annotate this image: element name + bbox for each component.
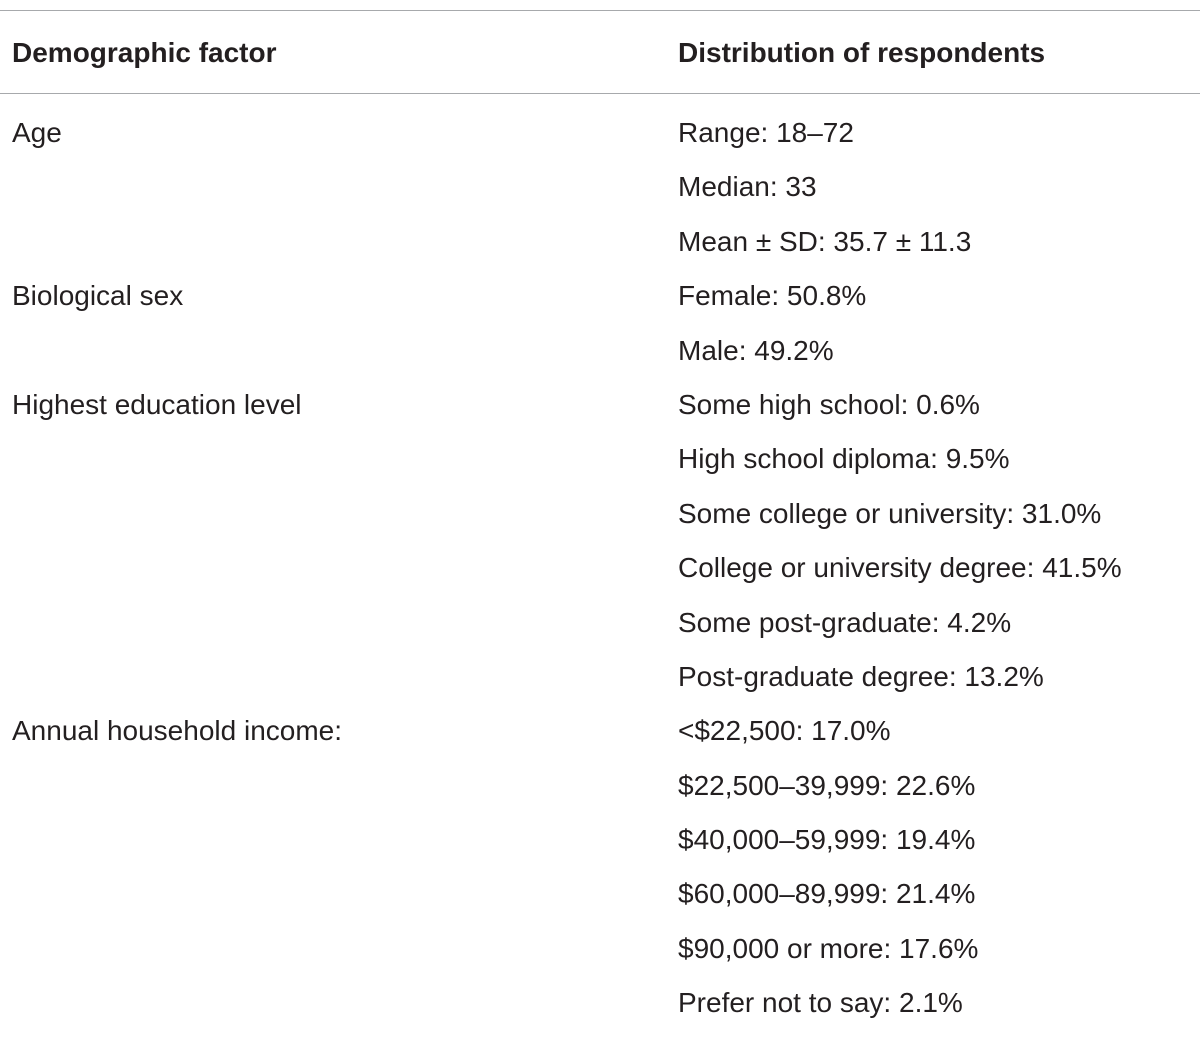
header-distribution-of-respondents: Distribution of respondents <box>678 37 1046 68</box>
table-row <box>0 656 1200 710</box>
table-row <box>0 819 1200 873</box>
header-demographic-factor: Demographic factor <box>12 37 277 68</box>
distribution-value: $22,500–39,999: 22.6% <box>678 769 976 801</box>
distribution-value: High school diploma: 9.5% <box>678 443 1010 475</box>
distribution-value: $90,000 or more: 17.6% <box>678 932 979 964</box>
table-row <box>0 330 1200 384</box>
table-row <box>0 275 1200 329</box>
table-row <box>0 982 1200 1036</box>
distribution-value: Some high school: 0.6% <box>678 388 980 420</box>
distribution-value: Range: 18–72 <box>678 117 854 148</box>
distribution-value: Mean ± SD: 35.7 ± 11.3 <box>678 225 972 257</box>
distribution-value: Female: 50.8% <box>678 280 867 312</box>
distribution-value: Male: 49.2% <box>678 334 834 366</box>
table-row <box>0 928 1200 982</box>
distribution-value: $60,000–89,999: 21.4% <box>678 878 976 910</box>
table-row <box>0 166 1200 220</box>
factor-biological-sex: Biological sex <box>12 280 184 312</box>
table-row <box>0 221 1200 275</box>
distribution-value: College or university degree: 41.5% <box>678 552 1122 584</box>
distribution-value: Post-graduate degree: 13.2% <box>678 660 1044 692</box>
table-header-row <box>0 33 1200 73</box>
table-row <box>0 765 1200 819</box>
table-row <box>0 710 1200 764</box>
table-header-rule <box>0 93 1200 94</box>
factor-household-income: Annual household income: <box>12 715 343 747</box>
table-row <box>0 384 1200 438</box>
distribution-value: Some post-graduate: 4.2% <box>678 606 1012 638</box>
table-row <box>0 602 1200 656</box>
factor-education-level: Highest education level <box>12 388 302 420</box>
table-top-rule <box>0 10 1200 11</box>
table-row <box>0 547 1200 601</box>
table-row <box>0 493 1200 547</box>
table-row <box>0 438 1200 492</box>
table-row <box>0 112 1200 166</box>
factor-age: Age <box>12 117 62 148</box>
distribution-value: <$22,500: 17.0% <box>678 715 891 747</box>
table-row <box>0 873 1200 927</box>
table-body <box>0 112 1200 1037</box>
distribution-value: Median: 33 <box>678 171 817 203</box>
distribution-value: Prefer not to say: 2.1% <box>678 987 963 1019</box>
distribution-value: $40,000–59,999: 19.4% <box>678 824 976 856</box>
distribution-value: Some college or university: 31.0% <box>678 497 1102 529</box>
